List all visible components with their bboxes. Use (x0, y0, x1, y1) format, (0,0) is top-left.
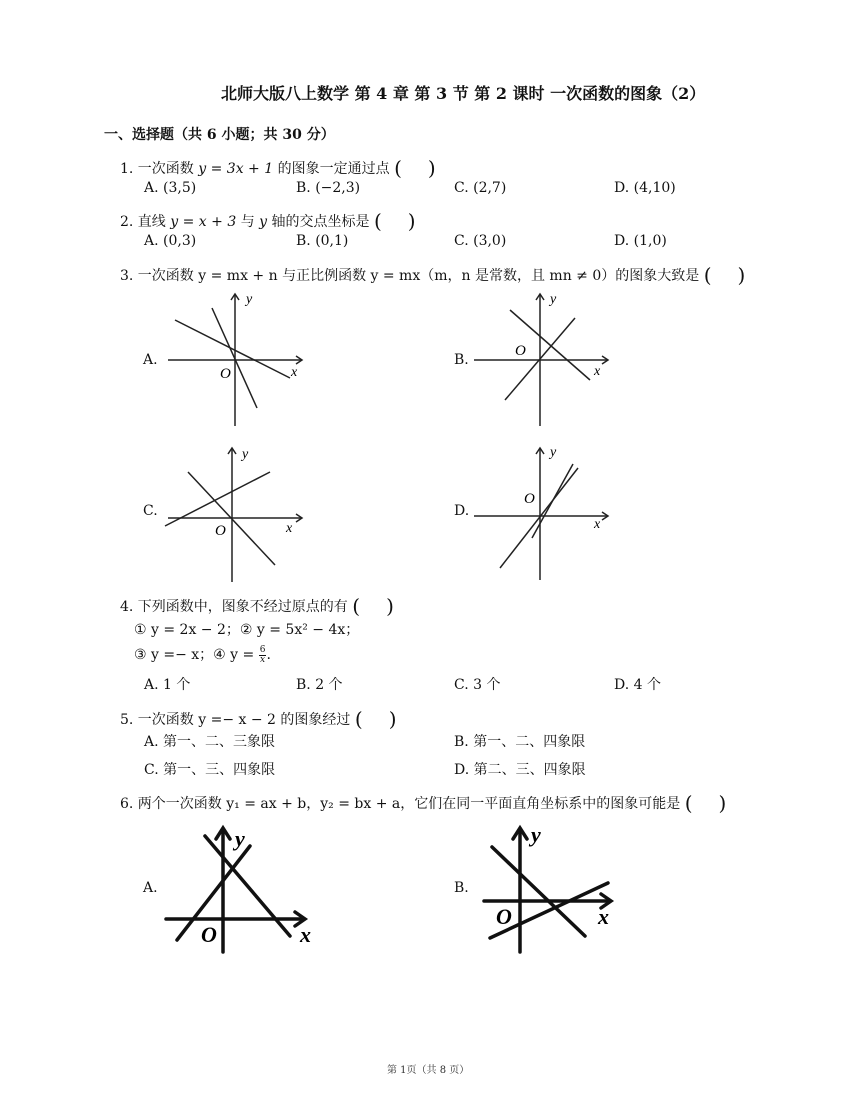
q3-stem: 3. 一次函数 y = mx + n 与正比例函数 y = mx（m，n 是常数，且 mn ≠ 0）的图象大致是 (120, 268, 700, 284)
q4-line-2-pre: ③ y =− x；④ y = (134, 647, 259, 663)
answer-paren-open: ( (684, 791, 693, 815)
origin-label: O (201, 922, 217, 947)
page-title: 北师大版八上数学 第 4 章 第 3 节 第 2 课时 一次函数的图象（2） (221, 84, 706, 103)
q5-option-d: D. 第二、三、四象限 (454, 762, 586, 778)
y-axis-label: y (235, 826, 245, 851)
q4-option-d: D. 4 个 (614, 677, 661, 693)
origin-label: O (220, 366, 231, 382)
q3-graph-c-label: C. (143, 503, 158, 519)
answer-paren-open: ( (352, 594, 361, 618)
q1-option-a: A. (3,5) (144, 180, 197, 196)
answer-paren-close: ) (737, 263, 746, 287)
q2-option-b: B. (0,1) (296, 233, 349, 249)
y-axis-label: y (531, 822, 541, 847)
question-4 (120, 592, 394, 616)
q1-stem-post: 的图象一定通过点 (273, 161, 390, 177)
y-axis-label: y (246, 292, 253, 307)
q5-option-c: C. 第一、三、四象限 (144, 762, 276, 778)
answer-paren-open: ( (394, 156, 402, 180)
q3-graph-d (470, 440, 620, 585)
q1-expression: y = 3x + 1 (198, 161, 274, 177)
q6-stem: 6. 两个一次函数 y₁ = ax + b，y₂ = bx + a，它们在同一平面直角坐标系中的图象可能是 (120, 796, 681, 812)
x-axis-label: x (300, 922, 311, 947)
q5-option-b: B. 第一、二、四象限 (454, 734, 586, 750)
origin-label: O (496, 904, 512, 929)
q2-variable: y (259, 214, 268, 230)
q2-stem-mid: 与 (236, 214, 260, 230)
q2-option-d: D. (1,0) (614, 233, 667, 249)
origin-label: O (515, 343, 526, 359)
graph-line (532, 464, 573, 538)
q5-option-a: A. 第一、二、三象限 (144, 734, 276, 750)
question-1 (120, 154, 436, 178)
q2-option-a: A. (0,3) (144, 233, 197, 249)
question-6 (120, 789, 726, 813)
q1-stem-pre: 1. 一次函数 (120, 161, 199, 177)
answer-paren-open: ( (354, 707, 363, 731)
q1-option-b: B. (−2,3) (296, 180, 361, 196)
x-axis-label: x (598, 904, 609, 929)
graph-line (500, 468, 578, 568)
q3-graph-c (160, 440, 310, 585)
answer-paren-close: ) (427, 156, 436, 180)
answer-paren-close: ) (388, 707, 397, 731)
answer-paren-close: ) (407, 209, 416, 233)
section-header: 一、选择题（共 6 小题；共 30 分） (104, 127, 335, 143)
page-footer: 第 1页（共 8 页） (387, 1065, 470, 1076)
q6-graph-b-label: B. (454, 880, 469, 896)
q4-line-1: ① y = 2x − 2；② y = 5x² − 4x； (134, 622, 360, 638)
y-axis-label: y (242, 447, 249, 462)
origin-label: O (524, 491, 535, 507)
q5-stem: 5. 一次函数 y =− x − 2 的图象经过 (120, 712, 351, 728)
fraction-numerator: 6 (259, 644, 266, 655)
question-2 (120, 207, 416, 231)
answer-paren-close: ) (718, 791, 727, 815)
q4-stem: 4. 下列函数中，图象不经过原点的有 (120, 599, 348, 615)
q4-option-b: B. 2 个 (296, 677, 343, 693)
answer-paren-open: ( (373, 209, 382, 233)
q4-option-c: C. 3 个 (454, 677, 501, 693)
q3-graph-d-label: D. (454, 503, 470, 519)
x-axis-label: x (291, 365, 298, 380)
q2-option-c: C. (3,0) (454, 233, 507, 249)
q3-graph-a (160, 288, 310, 428)
answer-paren-open: ( (703, 263, 712, 287)
q2-stem-post: 轴的交点坐标是 (267, 214, 370, 230)
q3-graph-b-label: B. (454, 352, 469, 368)
question-5 (120, 705, 397, 729)
q2-expression: y = x + 3 (170, 214, 237, 230)
origin-label: O (215, 523, 226, 539)
q2-stem-pre: 2. 直线 (120, 214, 171, 230)
graph-line (175, 320, 290, 378)
x-axis-label: x (594, 364, 601, 379)
q6-graph-b (478, 818, 638, 958)
q4-line-2 (134, 644, 271, 665)
x-axis-label: x (594, 517, 601, 532)
question-3 (120, 261, 745, 285)
q6-graph-a (160, 818, 320, 958)
q4-option-a: A. 1 个 (144, 677, 191, 693)
q6-graph-a-label: A. (143, 880, 158, 896)
y-axis-label: y (550, 292, 557, 307)
answer-paren-close: ) (386, 594, 394, 618)
q3-graph-b (470, 288, 620, 428)
x-axis-label: x (286, 521, 293, 536)
q1-option-d: D. (4,10) (614, 180, 676, 196)
fraction-denominator: x (260, 654, 266, 665)
y-axis-label: y (550, 445, 557, 460)
q4-line-2-post: . (266, 647, 271, 663)
q3-graph-a-label: A. (143, 352, 158, 368)
q1-option-c: C. (2,7) (454, 180, 507, 196)
